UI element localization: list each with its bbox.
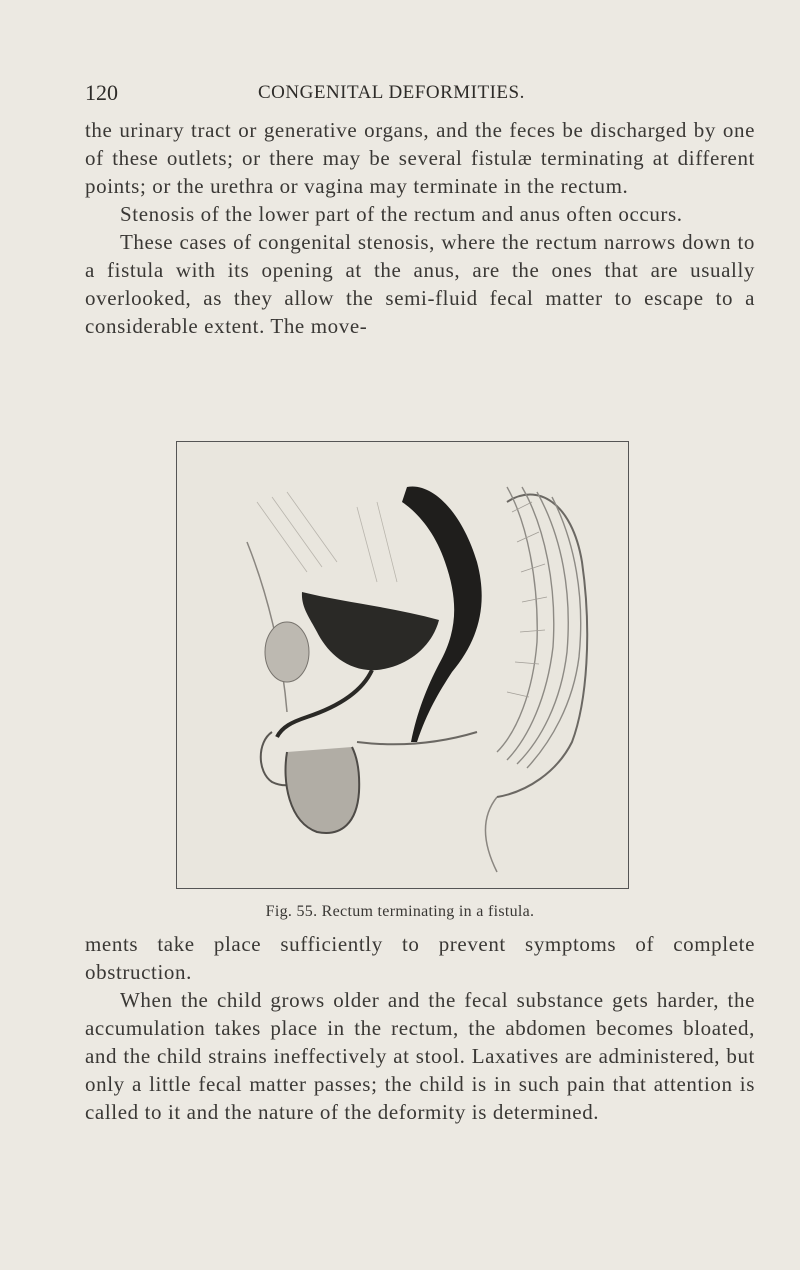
page-number: 120 [85,80,118,105]
paragraph: These cases of congenital stenosis, where the rectum narrows down to a fistula with its opening at the anus, are the ones that are usually overlooked, as they allow the semi-fluid fecal matter to escape to a considerable extent. The move- [85,230,755,338]
figure-illustration [176,441,629,889]
running-title: CONGENITAL DEFORMITIES. [258,82,525,103]
body-text-bottom [85,930,755,1126]
anatomical-drawing [177,442,628,888]
paragraph: the urinary tract or generative organs, and the feces be discharged by one of these outlets; or there may be several fistulæ terminating at different points; or the urethra or vagina may terminate in the rectum. [85,118,755,198]
paragraph: ments take place sufficiently to prevent symptoms of complete obstruction. [85,932,755,984]
page-header [85,80,755,110]
paragraph: Stenosis of the lower part of the rectum and anus often occurs. [120,202,683,226]
paragraph: When the child grows older and the fecal substance gets harder, the accumulation takes place in the rectum, the abdomen becomes bloated, and the child strains ineffectively at stool. Laxatives are administered, but only a little fecal matter passes; the child is in such pain that attention is called to it and the nature of the deformity is determined. [85,988,755,1124]
body-text-top [85,116,755,340]
figure-caption: Fig. 55. Rectum terminating in a fistula. [265,903,535,920]
